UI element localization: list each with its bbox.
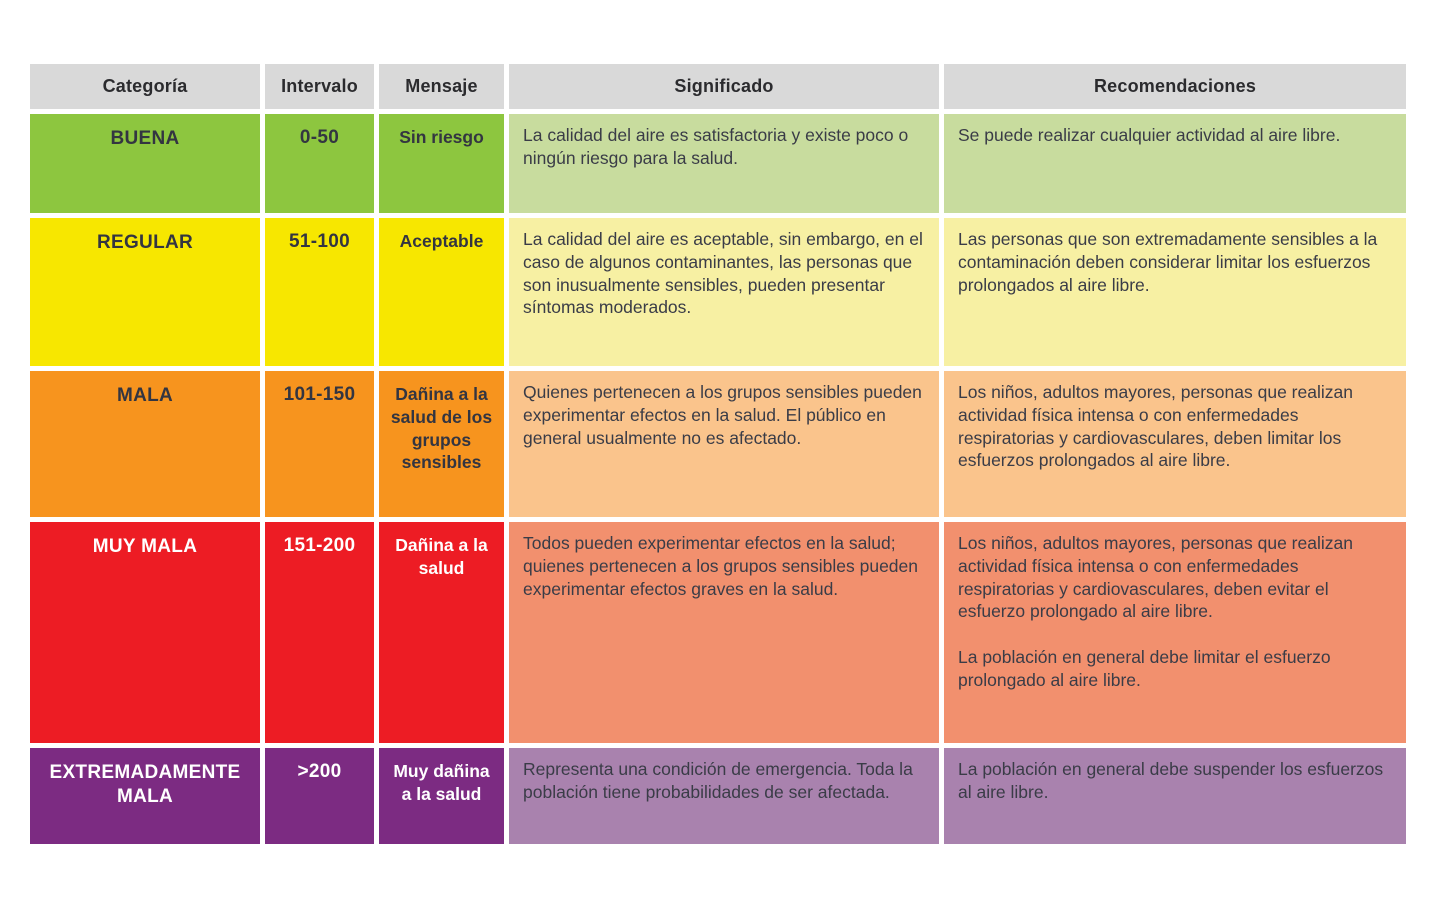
- category-cell-mala: MALA: [30, 371, 260, 517]
- meaning-text: Representa una condición de emergencia. Toda la población tiene probabilidades de ser afectada.: [523, 759, 913, 802]
- message-cell-extremadamente-mala: Muy dañina a la salud: [379, 748, 504, 844]
- column-header-recomendaciones: Recomendaciones: [944, 64, 1406, 109]
- column-header-categoria: Categoría: [30, 64, 260, 109]
- meaning-cell-regular: [509, 218, 939, 366]
- meaning-cell-extremadamente-mala: [509, 748, 939, 844]
- meaning-text: La calidad del aire es aceptable, sin embargo, en el caso de algunos contaminantes, las personas que son inusualmente sensibles, pueden presentar síntomas moderados.: [523, 229, 923, 318]
- category-cell-muy-mala: MUY MALA: [30, 522, 260, 743]
- interval-cell-buena: 0-50: [265, 114, 374, 213]
- recommendation-text: La población en general debe limitar el esfuerzo prolongado al aire libre.: [958, 647, 1331, 690]
- recommendation-cell-buena: [944, 114, 1406, 213]
- recommendation-cell-muy-mala: [944, 522, 1406, 743]
- interval-cell-regular: 51-100: [265, 218, 374, 366]
- meaning-text: Todos pueden experimentar efectos en la salud; quienes pertenecen a los grupos sensibles pueden experimentar efectos graves en la salud.: [523, 533, 919, 599]
- recommendation-cell-extremadamente-mala: [944, 748, 1406, 844]
- category-cell-regular: REGULAR: [30, 218, 260, 366]
- recommendation-cell-mala: [944, 371, 1406, 517]
- interval-cell-mala: 101-150: [265, 371, 374, 517]
- meaning-text: La calidad del aire es satisfactoria y existe poco o ningún riesgo para la salud.: [523, 125, 909, 168]
- recommendation-text: Los niños, adultos mayores, personas que realizan actividad física intensa o con enfermedades respiratorias y cardiovasculares, deben limitar los esfuerzos prolongados al aire libre.: [958, 382, 1353, 471]
- interval-cell-extremadamente-mala: >200: [265, 748, 374, 844]
- message-cell-regular: Aceptable: [379, 218, 504, 366]
- meaning-text: Quienes pertenecen a los grupos sensibles pueden experimentar efectos en la salud. El público en general usualmente no es afectado.: [523, 382, 922, 448]
- interval-cell-muy-mala: 151-200: [265, 522, 374, 743]
- meaning-cell-buena: [509, 114, 939, 213]
- meaning-cell-muy-mala: [509, 522, 939, 743]
- recommendation-text: Se puede realizar cualquier actividad al aire libre.: [958, 125, 1341, 145]
- category-cell-extremadamente-mala: EXTREMADAMENTE MALA: [30, 748, 260, 844]
- recommendation-cell-regular: [944, 218, 1406, 366]
- recommendation-text: Los niños, adultos mayores, personas que realizan actividad física intensa o con enfermedades respiratorias y cardiovasculares, deben evitar el esfuerzo prolongado al aire libre.: [958, 533, 1353, 622]
- recommendation-text: La población en general debe suspender los esfuerzos al aire libre.: [958, 759, 1384, 802]
- column-header-mensaje: Mensaje: [379, 64, 504, 109]
- recommendation-text: Las personas que son extremadamente sensibles a la contaminación deben considerar limitar los esfuerzos prolongados al aire libre.: [958, 229, 1378, 295]
- message-cell-mala: Dañina a la salud de los grupos sensibles: [379, 371, 504, 517]
- air-quality-table: [30, 64, 1406, 844]
- meaning-cell-mala: [509, 371, 939, 517]
- column-header-intervalo: Intervalo: [265, 64, 374, 109]
- category-cell-buena: BUENA: [30, 114, 260, 213]
- message-cell-buena: Sin riesgo: [379, 114, 504, 213]
- column-header-significado: Significado: [509, 64, 939, 109]
- message-cell-muy-mala: Dañina a la salud: [379, 522, 504, 743]
